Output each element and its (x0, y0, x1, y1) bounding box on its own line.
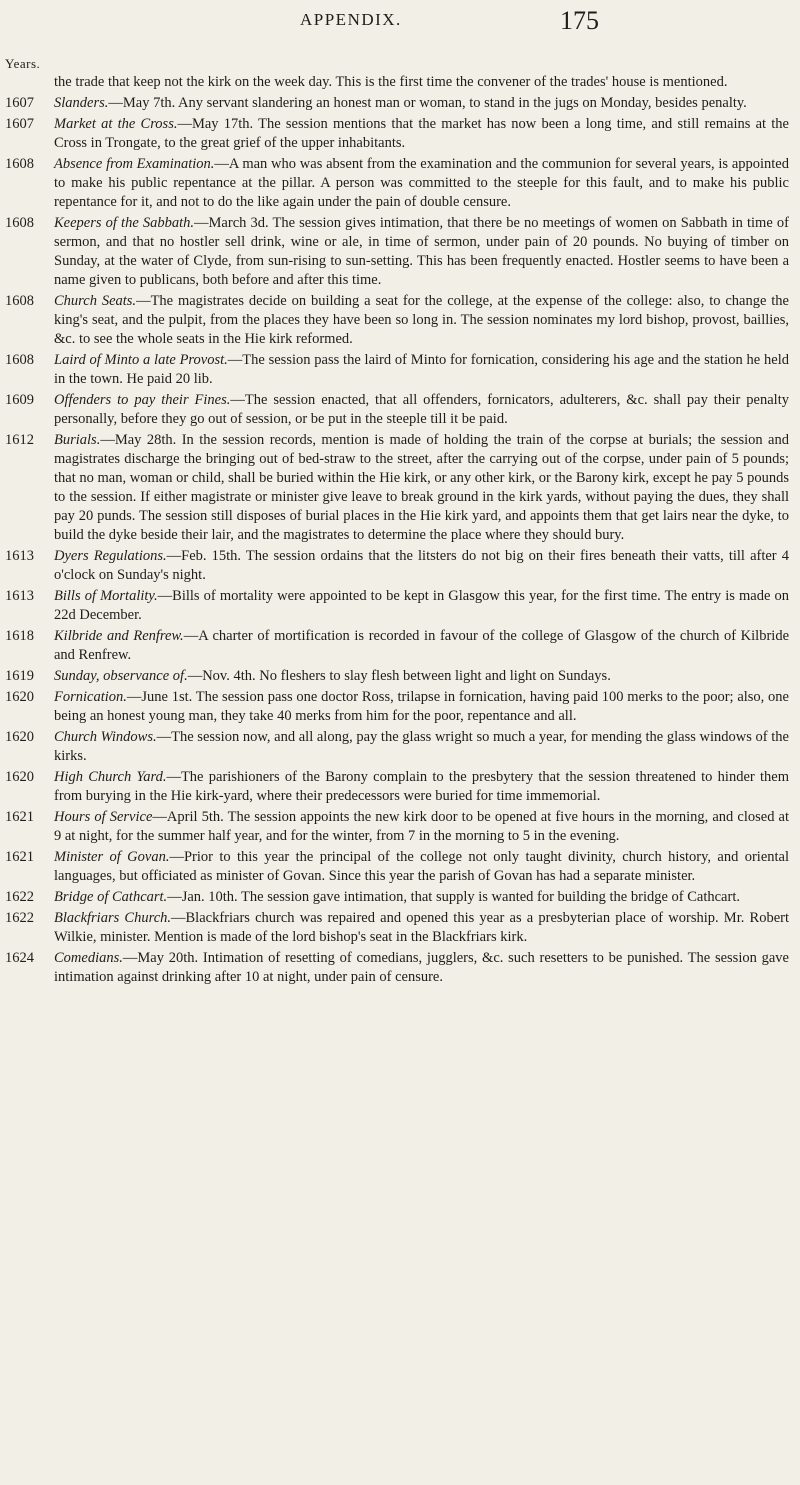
entry-heading: Church Seats. (54, 293, 137, 309)
entry-text (54, 351, 789, 389)
entry-heading: Comedians. (54, 950, 123, 966)
entry-text (54, 115, 789, 153)
entry-heading: Laird of Minto a late Provost. (54, 352, 228, 368)
entry-body: —May 20th. Intimation of resetting of comedians, jugglers, &c. such resetters to be punished. The session gave intimation against drinking after 10 at night, under pain of censure. (54, 950, 789, 985)
entry (0, 667, 800, 686)
entry-text (54, 391, 789, 429)
entry-year: 1607 (5, 95, 34, 111)
entry-text (54, 728, 789, 766)
entry-text (54, 949, 789, 987)
entry-year: 1608 (5, 215, 34, 231)
entries-list (0, 73, 800, 989)
entry-body: —The magistrates decide on building a seat for the college, at the expense of the college: also, to change the king's seat, and the pulpit, from the places they have been so long in. The session nominates my lord bishop, provost, baillies, &c. to see the whole seats in the Hie kirk reformed. (54, 293, 789, 347)
page-number: 175 (560, 6, 599, 35)
entry (0, 155, 800, 212)
entry-year: 1621 (5, 849, 34, 865)
entry-heading: High Church Yard. (54, 769, 167, 785)
entry-body: —May 17th. The session mentions that the market has now been a long time, and still remains at the Cross in Trongate, to the great grief of the upper inhabitants. (54, 116, 789, 151)
entry-text (54, 214, 789, 290)
entry-body: —Bills of mortality were appointed to be kept in Glasgow this year, for the first time. The entry is made on 22d December. (54, 588, 789, 623)
entry-year: 1622 (5, 910, 34, 926)
entry-year: 1622 (5, 889, 34, 905)
entry-year: 1613 (5, 588, 34, 604)
entry-continuation (0, 73, 800, 92)
entry (0, 768, 800, 806)
entry (0, 909, 800, 947)
entry-year: 1613 (5, 548, 34, 564)
entry-year: 1608 (5, 293, 34, 309)
entry-heading: Minister of Govan. (54, 849, 170, 865)
entry-body: the trade that keep not the kirk on the week day. This is the first time the convener of the trades' house is mentioned. (54, 74, 728, 90)
entry-heading: Fornication. (54, 689, 127, 705)
entry-text (54, 909, 789, 947)
entry-year: 1620 (5, 729, 34, 745)
entry-text (54, 292, 789, 349)
entry-heading: Kilbride and Renfrew. (54, 628, 184, 644)
entry-heading: Keepers of the Sabbath. (54, 215, 195, 231)
entry-text (54, 888, 789, 907)
entry-text (54, 547, 789, 585)
entry-body: —Blackfriars church was repaired and opened this year as a presbyterian place of worship. Mr. Robert Wilkie, minister. Mention is made of the lord bishop's seat in the Blackfriars kirk. (54, 910, 789, 945)
entry-text (54, 94, 789, 113)
entry-body: —Nov. 4th. No fleshers to slay flesh between light and light on Sundays. (187, 668, 611, 684)
entry (0, 391, 800, 429)
entry-text (54, 431, 789, 545)
entry-heading: Dyers Regulations. (54, 548, 167, 564)
years-column-label: Years. (5, 56, 41, 71)
entry-text (54, 627, 789, 665)
entry-year: 1620 (5, 689, 34, 705)
entry-year: 1607 (5, 116, 34, 132)
entry-text (54, 768, 789, 806)
entry-year: 1624 (5, 950, 34, 966)
entry (0, 728, 800, 766)
entry (0, 94, 800, 113)
entry (0, 115, 800, 153)
entry (0, 688, 800, 726)
entry-year: 1608 (5, 156, 34, 172)
entry-text (54, 667, 789, 686)
entry-body: —Feb. 15th. The session ordains that the litsters do not big on their fires beneath their vatts, till after 4 o'clock on Sunday's night. (54, 548, 789, 583)
entry-year: 1608 (5, 352, 34, 368)
entry-heading: Market at the Cross. (54, 116, 178, 132)
entry-body: —March 3d. The session gives intimation, that there be no meetings of women on Sabbath in time of sermon, and that no hostler sell drink, wine or ale, in time of sermon, under pain of 20 pounds. No buying of timber on Sunday, at the water of Clyde, from sun-rising to sun-setting. This has been frequently enacted. Hostler seems to have been a name given to publicans, both before and after this time. (54, 215, 789, 288)
entry-heading: Bridge of Cathcart. (54, 889, 168, 905)
entry-year: 1621 (5, 809, 34, 825)
entry (0, 808, 800, 846)
entry-body: —The session pass the laird of Minto for fornication, considering his age and the station he held in the town. He paid 20 lib. (54, 352, 789, 387)
entry (0, 431, 800, 545)
entry-heading: Hours of Service (54, 809, 153, 825)
entry (0, 351, 800, 389)
entry (0, 949, 800, 987)
entry-heading: Blackfriars Church. (54, 910, 172, 926)
entry-year: 1612 (5, 432, 34, 448)
entry-heading: Absence from Examination. (54, 156, 215, 172)
entry-heading: Offenders to pay their Fines. (54, 392, 231, 408)
entry (0, 888, 800, 907)
entry-body: —A charter of mortification is recorded in favour of the college of Glasgow of the church of Kilbride and Renfrew. (54, 628, 789, 663)
entry-text (54, 587, 789, 625)
entry-text (54, 848, 789, 886)
entry-body: —June 1st. The session pass one doctor Ross, trilapse in fornication, having paid 100 merks to the poor; also, one being an honest young man, they take 40 merks from him for the poor, repentance and all. (54, 689, 789, 724)
entry-heading: Church Windows. (54, 729, 157, 745)
entry-heading: Sunday, observance of. (54, 668, 188, 684)
entry (0, 547, 800, 585)
entry-body: —A man who was absent from the examination and the communion for several years, is appointed to make his public repentance at the pillar. A person was committed to the steeple for this fault, and to make his public repentance for it, and not to do the like again under the pain of double censure. (54, 156, 789, 210)
entry-body: —The session now, and all along, pay the glass wright so much a year, for mending the glass windows of the kirks. (54, 729, 789, 764)
entry (0, 214, 800, 290)
entry (0, 292, 800, 349)
entry-body: —Jan. 10th. The session gave intimation, that supply is wanted for building the bridge of Cathcart. (167, 889, 740, 905)
entry-body: —May 28th. In the session records, mention is made of holding the train of the corpse at burials; the session and magistrates discharge the bringing out of bed-straw to the street, after the carrying out of the corpse, under pain of 5 pounds; that no man, woman or child, shall be buried within the Hie kirk, or any other kirk, or the Barony kirk, except he pay 5 pounds to the session. If either magistrate or minister give leave to break ground in the kirk yards, without paying the dues, they shall pay 20 punds. The session still disposes of burial places in the Hie kirk yard, and appoints them that get lairs near the dyke, to build the dyke beside their lair, and the magistrates to determine the place where they should bury. (54, 432, 789, 543)
entry-year: 1620 (5, 769, 34, 785)
entry-text (54, 688, 789, 726)
entry-year: 1619 (5, 668, 34, 684)
entry (0, 627, 800, 665)
entry-text (54, 808, 789, 846)
entry-body: —April 5th. The session appoints the new kirk door to be opened at five hours in the morning, and closed at 9 at night, for the summer half year, and for the winter, from 7 in the morning to 5 in the evening. (54, 809, 790, 844)
entry-heading: Burials. (54, 432, 101, 448)
entry-heading: Bills of Mortality. (54, 588, 158, 604)
entry (0, 587, 800, 625)
running-title: APPENDIX. (300, 10, 402, 29)
entry (0, 848, 800, 886)
entry-year: 1609 (5, 392, 34, 408)
running-head (0, 6, 800, 46)
entry-body: —The parishioners of the Barony complain to the presbytery that the session threatened to hinder them from burying in the Hie kirk-yard, where their predecessors were buried for time immemorial. (54, 769, 789, 804)
entry-text (54, 73, 789, 92)
entry-heading: Slanders. (54, 95, 109, 111)
entry-text (54, 155, 789, 212)
entry-body: —May 7th. Any servant slandering an honest man or woman, to stand in the jugs on Monday, besides penalty. (108, 95, 747, 111)
entry-body: —Prior to this year the principal of the college not only taught divinity, church history, and oriental languages, but officiated as minister of Govan. Since this year the parish of Govan has had a separate minister. (54, 849, 789, 884)
entry-body: —The session enacted, that all offenders, fornicators, adulterers, &c. shall pay their penalty personally, before they go out of session, or be put in the steeple till it be paid. (54, 392, 789, 427)
entry-year: 1618 (5, 628, 34, 644)
